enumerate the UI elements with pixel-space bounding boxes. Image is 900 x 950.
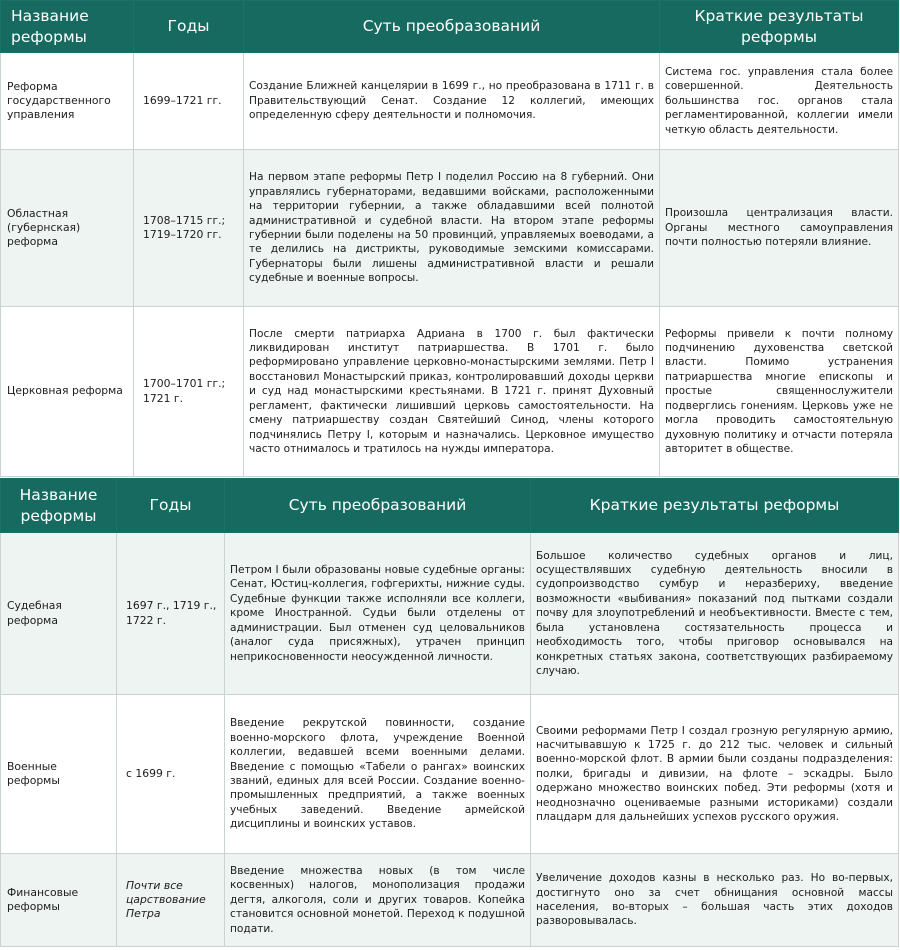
reform-years: Почти все царствование Петра	[117, 854, 225, 947]
table-row	[1, 533, 899, 695]
reform-years: 1708–1715 гг.; 1719–1720 гг.	[134, 150, 244, 307]
reform-years: 1700–1701 гг.; 1721 г.	[134, 307, 244, 477]
header-years: Годы	[117, 479, 225, 533]
reform-name: Судебная реформа	[1, 533, 117, 695]
reform-essence: На первом этапе реформы Петр I поделил Россию на 8 губерний. Они управлялись губернаторами, ведавшими войсками, расположенными на территории губернии, а также обладавшими всей полнотой административной и судебной власти. На втором этапе реформы губернии были поделены на 50 провинций, управляемых воеводами, а те делились на дистрикты, руководимые земскими комиссарами. Губернаторы были лишены административной власти и решали судебные и военные вопросы.	[244, 150, 660, 307]
header-results: Краткие результаты реформы	[660, 1, 899, 53]
reform-result: Произошла централизация власти. Органы местного самоуправления почти полностью потеряли влияние.	[660, 150, 899, 307]
header-essence: Суть преобразований	[244, 1, 660, 53]
reform-result: Система гос. управления стала более совершенной. Деятельность большинства гос. органов стала регламентированной, коллегии имели четкую область деятельности.	[660, 53, 899, 150]
reform-result: Реформы привели к почти полному подчинению духовенства светской власти. Помимо устранения патриаршества многие епископы и простые священнослужители подверглись гонениям. Церковь уже не могла проводить самостоятельную духовную политику и отчасти потеряла авторитет в обществе.	[660, 307, 899, 477]
table-row	[1, 854, 899, 947]
table-row	[1, 53, 899, 150]
table-header-row	[1, 479, 899, 533]
header-name: Название реформы	[1, 479, 117, 533]
table-header-row	[1, 1, 899, 53]
reform-years: с 1699 г.	[117, 695, 225, 854]
reform-essence: Введение рекрутской повинности, создание военно-морского флота, учреждение Военной коллегии, ведавшей всеми военными делами. Введение с помощью «Табели о рангах» воинских званий, единых для всей России. Создание военно-промышленных предприятий, а также военных учебных заведений. Введение армейской дисциплины и воинских уставов.	[225, 695, 531, 854]
reform-essence: Создание Ближней канцелярии в 1699 г., но преобразована в 1711 г. в Правительствующий Сенат. Создание 12 коллегий, имеющих определенную сферу деятельности и полномочия.	[244, 53, 660, 150]
reform-essence: После смерти патриарха Адриана в 1700 г. был фактически ликвидирован институт патриаршества. В 1701 г. было реформировано управление церковно-монастырскими землями. Петр I восстановил Монастырский приказ, контролировавший доходы церкви и суд над монастырскими крестьянами. В 1721 г. принят Духовный регламент, фактически лишивший церковь самостоятельности. На смену патриаршеству создан Святейший Синод, члены которого подчинялись Петру I, которым и назначались. Церковное имущество часто отнималось и тратилось на нужды императора.	[244, 307, 660, 477]
reform-essence: Петром I были образованы новые судебные органы: Сенат, Юстиц-коллегия, гофгерихты, нижние суды. Судебные функции также исполняли все коллеги, кроме Иностранной. Судьи были отделены от администрации. Был отменен суд целовальников (аналог суда присяжных), утрачен принцип неприкосновенности неосужденной личности.	[225, 533, 531, 695]
header-name: Название реформы	[1, 1, 134, 53]
header-years: Годы	[134, 1, 244, 53]
reform-years: 1699–1721 гг.	[134, 53, 244, 150]
table-row	[1, 695, 899, 854]
header-results: Краткие результаты реформы	[531, 479, 899, 533]
reform-name: Военные реформы	[1, 695, 117, 854]
reform-name: Реформа государственного управления	[1, 53, 134, 150]
reform-years: 1697 г., 1719 г., 1722 г.	[117, 533, 225, 695]
reform-result: Большое количество судебных органов и лиц, осуществлявших судебную деятельность вносили в судопроизводство сумбур и неразбериху, введение возможности «выбивания» показаний под пытками создали почву для злоупотреблений и необъективности. Вместе с тем, была установлена состязательность процесса и необходимость того, чтобы приговор основывался на конкретных статьях закона, соответствующих разбираемому случаю.	[531, 533, 899, 695]
reforms-table-2	[0, 478, 899, 947]
reform-name: Церковная реформа	[1, 307, 134, 477]
header-essence: Суть преобразований	[225, 479, 531, 533]
reform-essence: Введение множества новых (в том числе косвенных) налогов, монополизация продажи дегтя, алкоголя, соли и других товаров. Копейка становится основной монетой. Переход к подушной подати.	[225, 854, 531, 947]
reform-name: Финансовые реформы	[1, 854, 117, 947]
reform-result: Увеличение доходов казны в несколько раз. Но во-первых, достигнуто оно за счет обнищания основной массы населения, во-вторых – большая часть этих доходов разворовывалась.	[531, 854, 899, 947]
table-row	[1, 150, 899, 307]
reform-result: Своими реформами Петр I создал грозную регулярную армию, насчитывавшую к 1725 г. до 212 тыс. человек и сильный военно-морской флот. В армии были созданы подразделения: полки, бригады и дивизии, на флоте – эскадры. Было одержано множество воинских побед. Эти реформы (хотя и неоднозначно оцениваемые разными историками) создали плацдарм для дальнейших успехов русского оружия.	[531, 695, 899, 854]
table-row	[1, 307, 899, 477]
reform-name: Областная (губернская) реформа	[1, 150, 134, 307]
